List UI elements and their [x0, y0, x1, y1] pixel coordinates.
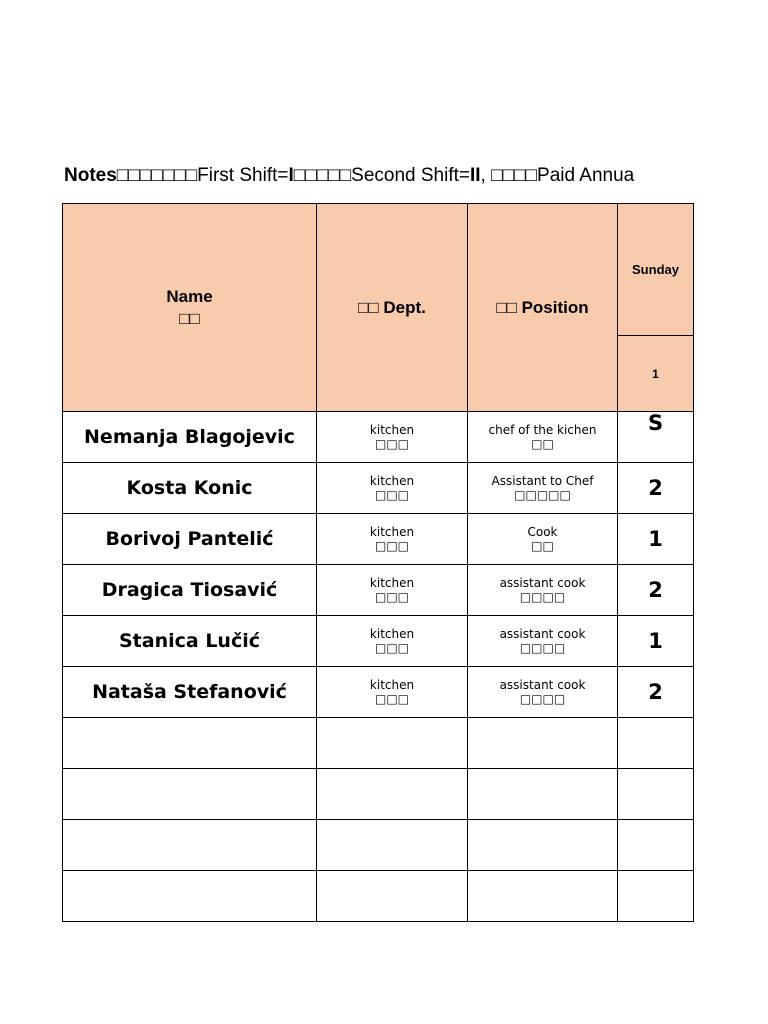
empty-row [63, 769, 694, 820]
notes-cjk-1: □□□□□□□ [116, 165, 198, 186]
empty-row [63, 820, 694, 871]
table-row [63, 412, 694, 463]
position-label: Assistant to Chef [491, 474, 594, 488]
empty-cell [618, 871, 694, 922]
empty-row [63, 718, 694, 769]
notes-cjk-2: □□□□□ [293, 165, 352, 186]
dept-label-cn: □□□ [374, 488, 409, 502]
dept-label: kitchen [369, 627, 415, 641]
employee-name: Stanica Lučić [63, 616, 317, 667]
table-row [63, 463, 694, 514]
position-label: Cook [527, 525, 558, 539]
notes-separator: , [480, 165, 492, 186]
empty-cell [317, 769, 468, 820]
dept-cell [317, 667, 468, 718]
dept-cell [317, 616, 468, 667]
dept-label-cn: □□□ [374, 590, 409, 604]
position-label-cn: □□□□ [519, 641, 566, 655]
position-label-cn: □□ [531, 437, 554, 451]
notes-line [64, 162, 694, 190]
position-cell [468, 565, 618, 616]
empty-cell [468, 871, 618, 922]
dept-label: kitchen [369, 525, 415, 539]
empty-cell [468, 718, 618, 769]
table-row [63, 514, 694, 565]
employee-name: Nataša Stefanović [63, 667, 317, 718]
empty-cell [317, 871, 468, 922]
shift-cell: 1 [618, 514, 694, 565]
dept-label-cn: □□□ [374, 539, 409, 553]
empty-cell [618, 769, 694, 820]
second-shift-text: Second Shift= [351, 165, 470, 186]
dept-label: kitchen [369, 474, 415, 488]
employee-name: Dragica Tiosavić [63, 565, 317, 616]
dept-label-cn: □□□ [374, 692, 409, 706]
position-cell [468, 412, 618, 463]
dept-cell [317, 514, 468, 565]
table-row [63, 667, 694, 718]
dept-label-cn: □□□ [374, 641, 409, 655]
second-shift-code: II [469, 165, 481, 186]
first-shift-code: I [288, 165, 294, 186]
position-cell [468, 514, 618, 565]
position-label-cn: □□□□ [519, 692, 566, 706]
dept-label-cn: □□□ [374, 437, 409, 451]
position-cell [468, 667, 618, 718]
empty-cell [618, 820, 694, 871]
position-label: chef of the kichen [488, 423, 597, 437]
position-label-cn: □□ [531, 539, 554, 553]
first-shift-text: First Shift= [197, 165, 289, 186]
empty-cell [63, 769, 317, 820]
position-label-cn: □□□□ [519, 590, 566, 604]
dept-cell [317, 463, 468, 514]
notes-label: Notes [64, 165, 117, 186]
header-date: 1 [618, 336, 694, 412]
empty-cell [468, 769, 618, 820]
notes-cjk-3: □□□□ [491, 165, 538, 186]
header-position: □□ Position [468, 204, 618, 412]
table-row [63, 565, 694, 616]
empty-cell [63, 718, 317, 769]
empty-cell [618, 718, 694, 769]
dept-label: kitchen [369, 576, 415, 590]
employee-name: Borivoj Pantelić [63, 514, 317, 565]
header-name-cn: □□ [179, 308, 200, 328]
position-label: assistant cook [499, 576, 586, 590]
empty-cell [317, 718, 468, 769]
position-label: assistant cook [499, 627, 586, 641]
empty-cell [63, 820, 317, 871]
empty-row [63, 871, 694, 922]
shift-roster-table [62, 203, 694, 922]
employee-name: Nemanja Blagojevic [63, 412, 317, 463]
position-label-cn: □□□□□ [514, 488, 571, 502]
dept-cell [317, 565, 468, 616]
header-dept: □□ Dept. [317, 204, 468, 412]
position-cell [468, 616, 618, 667]
header-name-cell [63, 204, 317, 412]
shift-cell: 1 [618, 616, 694, 667]
employee-name: Kosta Konic [63, 463, 317, 514]
header-row-day [63, 204, 694, 336]
empty-cell [317, 820, 468, 871]
shift-cell: S [618, 412, 694, 463]
dept-label: kitchen [369, 678, 415, 692]
shift-cell: 2 [618, 565, 694, 616]
paid-annual-text: Paid Annua [537, 165, 635, 186]
dept-cell [317, 412, 468, 463]
header-name: Name [166, 286, 213, 306]
dept-label: kitchen [369, 423, 415, 437]
empty-cell [63, 871, 317, 922]
position-label: assistant cook [499, 678, 586, 692]
shift-cell: 2 [618, 667, 694, 718]
empty-cell [468, 820, 618, 871]
position-cell [468, 463, 618, 514]
shift-cell: 2 [618, 463, 694, 514]
table-row [63, 616, 694, 667]
header-day: Sunday [618, 204, 694, 336]
